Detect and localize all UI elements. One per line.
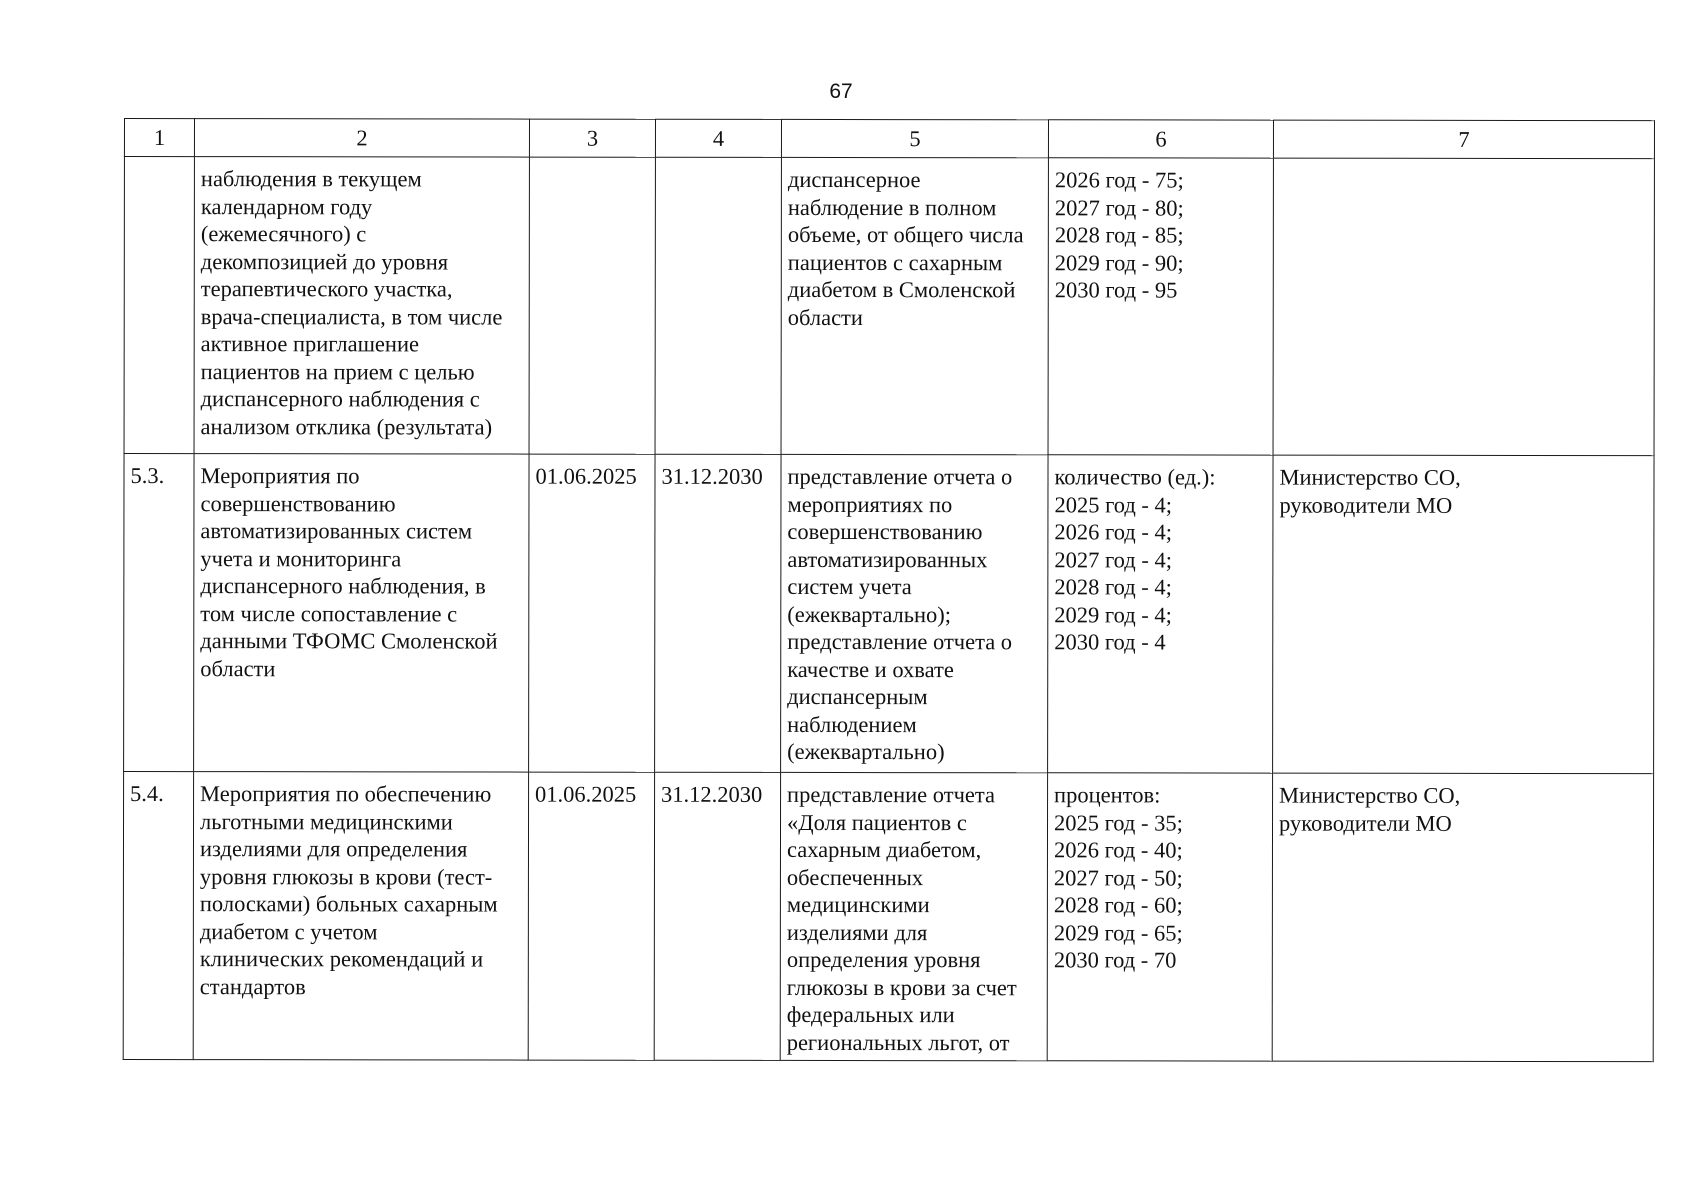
cell-expected-result: представление отчета «Доля пациентов с сахарным диабетом, обеспеченных медицинскими изделиями для определения уровня глюкозы в крови за счет федеральных или региональных льгот, от <box>780 772 1047 1060</box>
cell-item-number: 5.3. <box>124 454 194 772</box>
column-header-4: 4 <box>655 119 781 157</box>
column-header-6: 6 <box>1048 120 1273 158</box>
cell-expected-result: диспансерное наблюдение в полном объеме, от общего числа пациентов с сахарным диабетом в Смоленской области <box>781 157 1048 454</box>
cell-expected-result: представление отчета о мероприятиях по совершенствованию автоматизированных систем учета (ежеквартально); представление отчета о качестве и охвате диспансерным наблюдением (ежеквартально) <box>781 454 1048 772</box>
cell-item-number <box>124 157 194 454</box>
cell-start-date: 01.06.2025 <box>529 454 655 772</box>
cell-responsible <box>1273 158 1654 456</box>
cell-indicator-values: 2026 год - 75; 2027 год - 80; 2028 год - 85; 2029 год - 90; 2030 год - 95 <box>1048 158 1273 455</box>
column-header-7: 7 <box>1273 120 1654 159</box>
column-header-2: 2 <box>194 119 529 157</box>
table-row <box>124 157 1654 456</box>
cell-start-date <box>529 157 655 454</box>
cell-end-date: 31.12.2030 <box>654 772 780 1060</box>
column-header-3: 3 <box>529 119 655 157</box>
cell-indicator-values: процентов: 2025 год - 35; 2026 год - 40; 2027 год - 50; 2028 год - 60; 2029 год - 65; 2030 год - 70 <box>1047 773 1272 1061</box>
cell-indicator-values: количество (ед.): 2025 год - 4; 2026 год - 4; 2027 год - 4; 2028 год - 4; 2029 год - 4; 2030 год - 4 <box>1048 455 1273 773</box>
cell-item-number: 5.4. <box>123 772 193 1060</box>
column-header-1: 1 <box>124 119 194 157</box>
cell-responsible: Министерство СО, руководители МО <box>1272 773 1653 1062</box>
page-number: 67 <box>829 80 853 103</box>
cell-event-name: наблюдения в текущем календарном году (ежемесячного) с декомпозицией до уровня терапевтического участка, врача-специалиста, в том числе активное приглашение пациентов на прием с целью диспансерного наблюдения с анализом отклика (результата) <box>194 157 529 454</box>
cell-end-date <box>655 157 781 454</box>
column-header-5: 5 <box>781 119 1048 157</box>
column-number-row <box>124 119 1654 159</box>
cell-end-date: 31.12.2030 <box>655 454 781 772</box>
activities-table <box>123 118 1655 1062</box>
cell-responsible: Министерство СО, руководители МО <box>1273 455 1654 774</box>
cell-event-name: Мероприятия по совершенствованию автоматизированных систем учета и мониторинга диспансерного наблюдения, в том числе сопоставление с данными ТФОМС Смоленской области <box>194 454 529 772</box>
cell-event-name: Мероприятия по обеспечению льготными медицинскими изделиями для определения уровня глюкозы в крови (тест- полосками) больных сахарным диабетом с учетом клинических рекомендаций и стандартов <box>193 772 528 1060</box>
cell-start-date: 01.06.2025 <box>528 772 654 1060</box>
table-row <box>123 772 1653 1062</box>
table-row <box>124 454 1654 774</box>
